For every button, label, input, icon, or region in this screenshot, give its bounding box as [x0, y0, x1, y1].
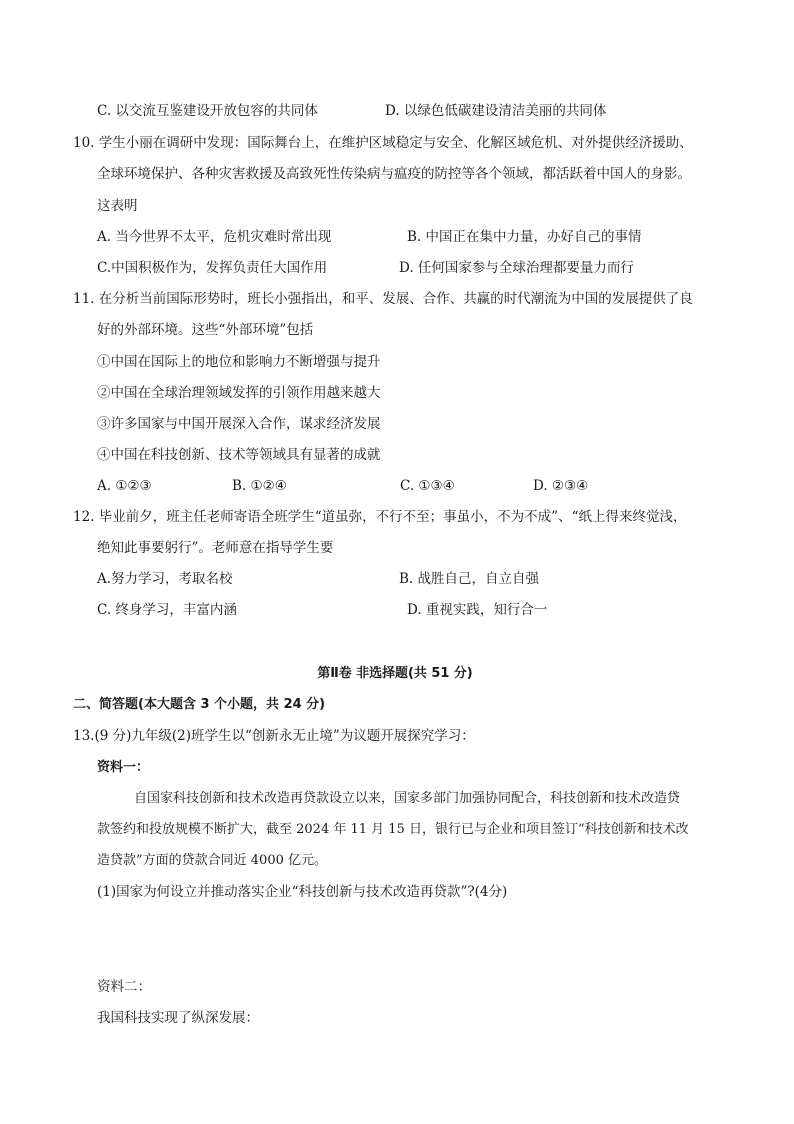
- material1-line2: 款签约和投放规模不断扩大，截至 2024 年 11 月 15 日，银行已与企业和项目签订“科技创新和技术改: [97, 822, 689, 837]
- q10-option-d: D. 任何国家参与全球治理都要量力而行: [399, 260, 634, 276]
- q10-option-c: C.中国积极作为，发挥负责任大国作用: [97, 260, 328, 276]
- q11-item-3: ③许多国家与中国开展深入合作，谋求经济发展: [97, 416, 381, 432]
- q9-option-d: D. 以绿色低碳建设清洁美丽的共同体: [385, 103, 607, 119]
- q11-item-1: ①中国在国际上的地位和影响力不断增强与提升: [97, 354, 381, 370]
- q13-stem: 13.(9 分)九年级(2)班学生以“创新永无止境”为议题开展探究学习：: [73, 728, 475, 744]
- q11-item-2: ②中国在全球治理领域发挥的引领作用越来越大: [97, 385, 381, 401]
- q12-option-d: D. 重视实践，知行合一: [407, 602, 548, 618]
- material2-label: 资料二：: [97, 979, 151, 995]
- q12-stem-line2: 绝知此事要躬行”。老师意在指导学生要: [97, 540, 334, 556]
- q12-option-c: C. 终身学习，丰富内涵: [97, 602, 237, 618]
- material1-line1: 自国家科技创新和技术改造再贷款设立以来，国家多部门加强协同配合，科技创新和技术改造贷: [134, 791, 681, 806]
- q11-stem-line2: 好的外部环境。这些“外部环境”包括: [97, 322, 314, 338]
- part2-title: 第Ⅱ卷 非选择题(共 51 分): [317, 666, 473, 681]
- q12-option-a: A.努力学习，考取名校: [97, 571, 233, 587]
- q11-stem-line1: 11. 在分析当前国际形势时，班长小强指出，和平、发展、合作、共赢的时代潮流为中国的发展提供了良: [73, 291, 693, 307]
- q11-option-a: A. ①②③: [97, 478, 152, 494]
- q11-option-c: C. ①③④: [400, 478, 455, 494]
- q11-option-b: B. ①②④: [232, 478, 287, 494]
- q10-stem-line1: 10. 学生小丽在调研中发现：国际舞台上，在维护区域稳定与安全、化解区域危机、对外提供经济援助、: [73, 135, 693, 151]
- q11-option-d: D. ②③④: [533, 478, 589, 494]
- q9-option-c: C. 以交流互鉴建设开放包容的共同体: [97, 103, 318, 119]
- q10-option-b: B. 中国正在集中力量，办好自己的事情: [407, 229, 642, 245]
- q12-option-b: B. 战胜自己，自立自强: [399, 571, 540, 587]
- q10-stem-line2: 全球环境保护、各种灾害救援及高致死性传染病与瘟疫的防控等各个领域，都活跃着中国人的身影。: [97, 166, 691, 182]
- q10-option-a: A. 当今世界不太平，危机灾难时常出现: [97, 229, 332, 245]
- q12-stem-line1: 12. 毕业前夕，班主任老师寄语全班学生“道虽弥，不行不至；事虽小，不为不成”、“纸上得来终觉浅，: [73, 509, 687, 525]
- material1-line3: 造贷款”方面的贷款合同近 4000 亿元。: [97, 853, 327, 868]
- q10-stem-line3: 这表明: [97, 198, 138, 214]
- material2-line1: 我国科技实现了纵深发展：: [97, 1010, 259, 1026]
- q11-item-4: ④中国在科技创新、技术等领域具有显著的成就: [97, 447, 381, 463]
- q13-sub-question-1: (1)国家为何设立并推动落实企业“科技创新与技术改造再贷款”?(4分): [97, 884, 508, 900]
- section-heading: 二、简答题(本大题含 3 个小题，共 24 分): [73, 697, 326, 712]
- material1-label: 资料一：: [97, 760, 150, 775]
